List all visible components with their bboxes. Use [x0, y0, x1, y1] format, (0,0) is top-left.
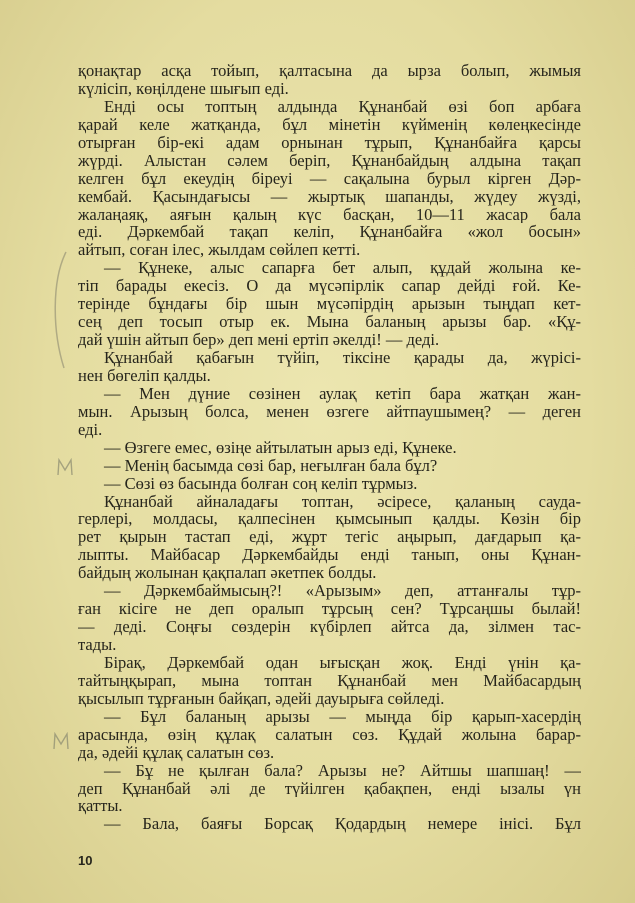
text-body	[78, 62, 581, 833]
text-line: — Бұ не қылған бала? Арызы не? Айтшы шапшаң! —	[104, 761, 581, 780]
text-line: — деді. Соңғы сөздерін күбірлеп айтса да, зілмен тас-	[78, 618, 581, 636]
text-line: қатты.	[78, 797, 123, 816]
text-line: жүрді. Алыстан сәлем беріп, Құнанбайдың алдына тақап	[78, 151, 581, 170]
text-line: қонақтар асқа тойып, қалтасына да ырза болып, жымыя	[78, 62, 581, 80]
text-line: сең деп тосып отыр ек. Мына баланың арызы бар. «Құ-	[78, 313, 581, 332]
text-line: дай үшін айтып бер» деп мені ертіп әкелді! — деді.	[78, 331, 440, 349]
text-line: лыпты. Майбасар Дәркембайды енді танып, оны Құнан-	[78, 546, 581, 565]
text-line: — Құнеке, алыс сапарға бет алып, құдай жолына ке-	[104, 259, 581, 278]
text-line: — Сөзі өз басында болған соң келіп тұрмыз.	[104, 474, 418, 493]
text-line: — Бұл баланың арызы — мыңда бір қарып-хасердің	[104, 707, 581, 726]
text-line: еді. Дәркембай тақап келіп, Құнанбайға «жол босын»	[78, 223, 581, 242]
text-line: — Дәркембаймысың?! «Арызым» деп, аттанғалы тұр-	[104, 582, 581, 601]
text-line: Құнанбай қабағын түйіп, тіксіне қарады да, жүрісі-	[104, 349, 581, 367]
text-line: да, әдейі құлақ салатын сөз.	[78, 743, 275, 762]
text-line: кембай. Қасындағысы — жыртық шапанды, жүдеу жүзді,	[78, 187, 581, 206]
text-line: терінде бұндағы бір шын мүсәпірдің арызын тыңдап кет-	[78, 295, 581, 314]
text-line: Бірақ, Дәркембай одан ығысқан жоқ. Енді үнін қа-	[104, 653, 581, 672]
text-line: нен бөгеліп қалды.	[78, 366, 211, 385]
page-number: 10	[78, 853, 93, 868]
pencil-margin-mark	[56, 458, 74, 476]
text-line: ған кісіге не деп оралып тұрсың сен? Тұрсаңшы былай!	[78, 600, 581, 619]
text-line: Құнанбай айналадағы топтан, әсіресе, қаланың сауда-	[104, 492, 581, 511]
text-line: отырған бір-екі адам орнынан тұрып, Құнанбайға қарсы	[78, 133, 581, 152]
text-line: тіп барады екесіз. О да мүсәпірлік сапар дейді ғой. Ке-	[78, 277, 581, 296]
text-line: арасында, өзің құлақ салатын сөз. Құдай жолына барар-	[78, 725, 581, 744]
text-line: мын. Арызың болса, менен өзгеге айтпаушымең? — деген	[78, 402, 581, 421]
text-line: — Менің басымда сөзі бар, неғылған бала бұл?	[104, 456, 438, 475]
pencil-margin-mark	[52, 732, 70, 750]
text-line: — Бала, баяғы Борсақ Қодардың немере інісі. Бұл	[104, 815, 581, 834]
text-line: айтып, соған ілес, жылдам сөйлеп кетті.	[78, 241, 361, 260]
text-line: Енді осы топтың алдында Құнанбай өзі боп арбаға	[104, 97, 581, 116]
text-line: тады.	[78, 636, 117, 654]
text-line: еді.	[78, 420, 103, 439]
text-line: қысылып тұрғанын байқап, әдейі дауырыға сөйледі.	[78, 689, 445, 708]
text-line: рет қырын тастап еді, жұрт тегіс аңырып, дағдарып қа-	[78, 528, 581, 547]
text-line: байдың жолынан қақпалап әкетпек болды.	[78, 564, 377, 583]
text-line: — Мен дүние сөзінен аулақ кетіп бара жатқан жан-	[104, 384, 581, 403]
pencil-margin-mark	[48, 250, 70, 370]
text-line: күлісіп, көңілдене шығып еді.	[78, 79, 289, 98]
text-line: герлері, молдасы, қалпесінен қымсынып қалды. Көзін бір	[78, 510, 581, 529]
text-line: — Өзгеге емес, өзіңе айтылатын арыз еді, Құнеке.	[104, 438, 457, 457]
text-line: жалаңаяқ, аяғын қалың күс басқан, 10—11 жасар бала	[78, 205, 581, 224]
text-line: деп Құнанбай әлі де түйілген қабақпен, енді ызалы үн	[78, 779, 581, 798]
text-line: тайтыңқырап, мына топтан Құнанбай мен Майбасардың	[78, 671, 581, 690]
text-line: келген бұл екеудің біреуі — сақалына бурыл кірген Дәр-	[78, 169, 581, 188]
text-line: қарай келе жатқанда, бұл мінетін күйменің көлеңкесінде	[78, 115, 581, 134]
